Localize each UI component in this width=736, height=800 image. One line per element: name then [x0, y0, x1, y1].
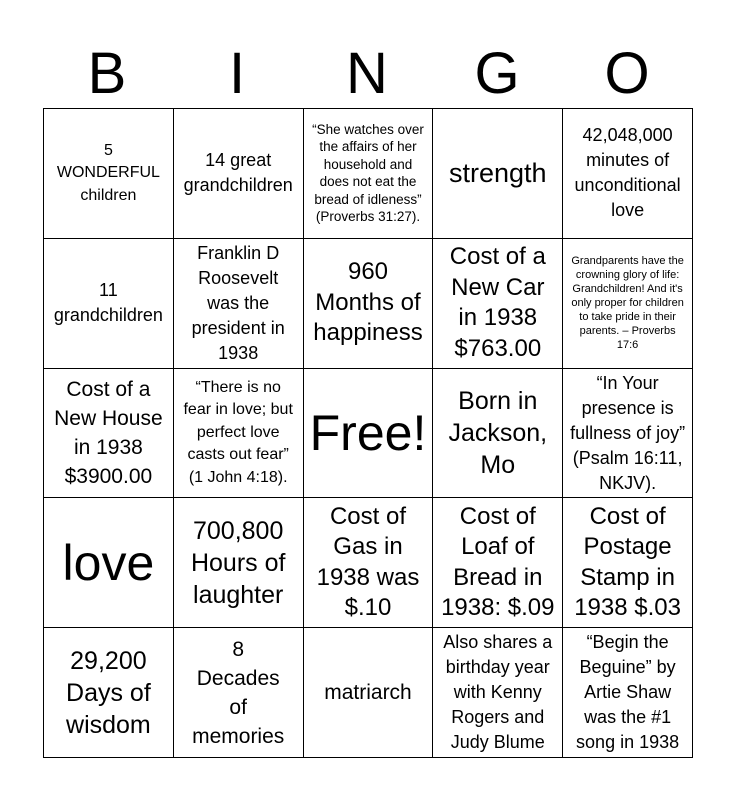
bingo-cell-r3c1[interactable] — [44, 369, 174, 499]
cell-text: 14 great grandchildren — [183, 150, 293, 196]
bingo-cell-r2c5[interactable] — [563, 239, 693, 369]
cell-text: Cost of Loaf of Bread in 1938: $.09 — [441, 502, 555, 622]
bingo-cell-r5c4[interactable] — [433, 628, 563, 758]
cell-text: “In Your presence is fullness of joy” (Psalm 16:11, NKJV). — [570, 372, 686, 493]
cell-text: Also shares a birthday year with Kenny Rogers and Judy Blume — [443, 632, 553, 753]
bingo-cell-free-space[interactable] — [304, 369, 434, 499]
cell-text: matriarch — [324, 681, 412, 705]
bingo-cell-r1c2[interactable] — [174, 109, 304, 239]
bingo-cell-r5c1[interactable] — [44, 628, 174, 758]
bingo-cell-r1c3[interactable] — [304, 109, 434, 239]
header-letter-b: B — [87, 41, 129, 106]
bingo-cell-r4c2[interactable] — [174, 498, 304, 628]
cell-text: Cost of a New Car in 1938 $763.00 — [449, 243, 546, 362]
bingo-cell-r4c3[interactable] — [304, 498, 434, 628]
cell-text: 700,800 Hours of laughter — [190, 516, 286, 609]
cell-text: “Begin the Beguine” by Artie Shaw was the #1 song in 1938 — [576, 632, 680, 753]
cell-text: 42,048,000 minutes of unconditional love — [574, 125, 681, 221]
cell-text: Free! — [309, 404, 427, 461]
cell-text: Cost of Postage Stamp in 1938 $.03 — [574, 502, 681, 622]
cell-text: Cost of a New House in 1938 $3900.00 — [54, 377, 163, 488]
bingo-cell-r3c5[interactable] — [563, 369, 693, 499]
bingo-cell-r5c5[interactable] — [563, 628, 693, 758]
header-letter-n: N — [346, 41, 390, 106]
cell-text: Grandparents have the crowning glory of life: Grandchildren! And it's only proper for children to take pride in their parents. – Proverbs 17:6 — [571, 255, 684, 352]
bingo-cell-r5c3[interactable] — [304, 628, 434, 758]
cell-text: Cost of Gas in 1938 was $.10 — [316, 502, 420, 622]
bingo-cell-r2c3[interactable] — [304, 239, 434, 369]
bingo-cell-r4c5[interactable] — [563, 498, 693, 628]
cell-text: Franklin D Roosevelt was the president in 1938 — [191, 242, 285, 363]
cell-text: 29,200 Days of wisdom — [66, 646, 151, 739]
header-letter-g: G — [474, 41, 522, 106]
bingo-cell-r3c4[interactable] — [433, 369, 563, 499]
cell-text: “There is no fear in love; but perfect love casts out fear” (1 John 4:18). — [183, 378, 293, 486]
cell-text: love — [62, 534, 155, 591]
cell-text: “She watches over the affairs of her household and does not eat the bread of idleness” (Proverbs 31:27). — [312, 121, 424, 225]
cell-text: Born in Jackson, Mo — [448, 386, 548, 479]
header-letter-i: I — [228, 41, 248, 106]
cell-text: 960 Months of happiness — [313, 258, 423, 347]
bingo-cell-r1c5[interactable] — [563, 109, 693, 239]
bingo-cell-r5c2[interactable] — [174, 628, 304, 758]
bingo-cell-r3c2[interactable] — [174, 369, 304, 499]
header-letter-o: O — [604, 41, 652, 106]
bingo-cell-r1c4[interactable] — [433, 109, 563, 239]
bingo-cell-r2c1[interactable] — [44, 239, 174, 369]
bingo-cell-r2c2[interactable] — [174, 239, 304, 369]
cell-text: 5 WONDERFUL children — [56, 141, 160, 204]
cell-text: strength — [449, 158, 547, 189]
bingo-cell-r2c4[interactable] — [433, 239, 563, 369]
bingo-header — [43, 40, 693, 108]
cell-text: 8 Decades of memories — [192, 637, 285, 748]
cell-text: 11 grandchildren — [53, 280, 163, 326]
bingo-cell-r4c4[interactable] — [433, 498, 563, 628]
bingo-cell-r4c1[interactable] — [44, 498, 174, 628]
bingo-cell-r1c1[interactable] — [44, 109, 174, 239]
bingo-card-grid — [43, 108, 693, 758]
